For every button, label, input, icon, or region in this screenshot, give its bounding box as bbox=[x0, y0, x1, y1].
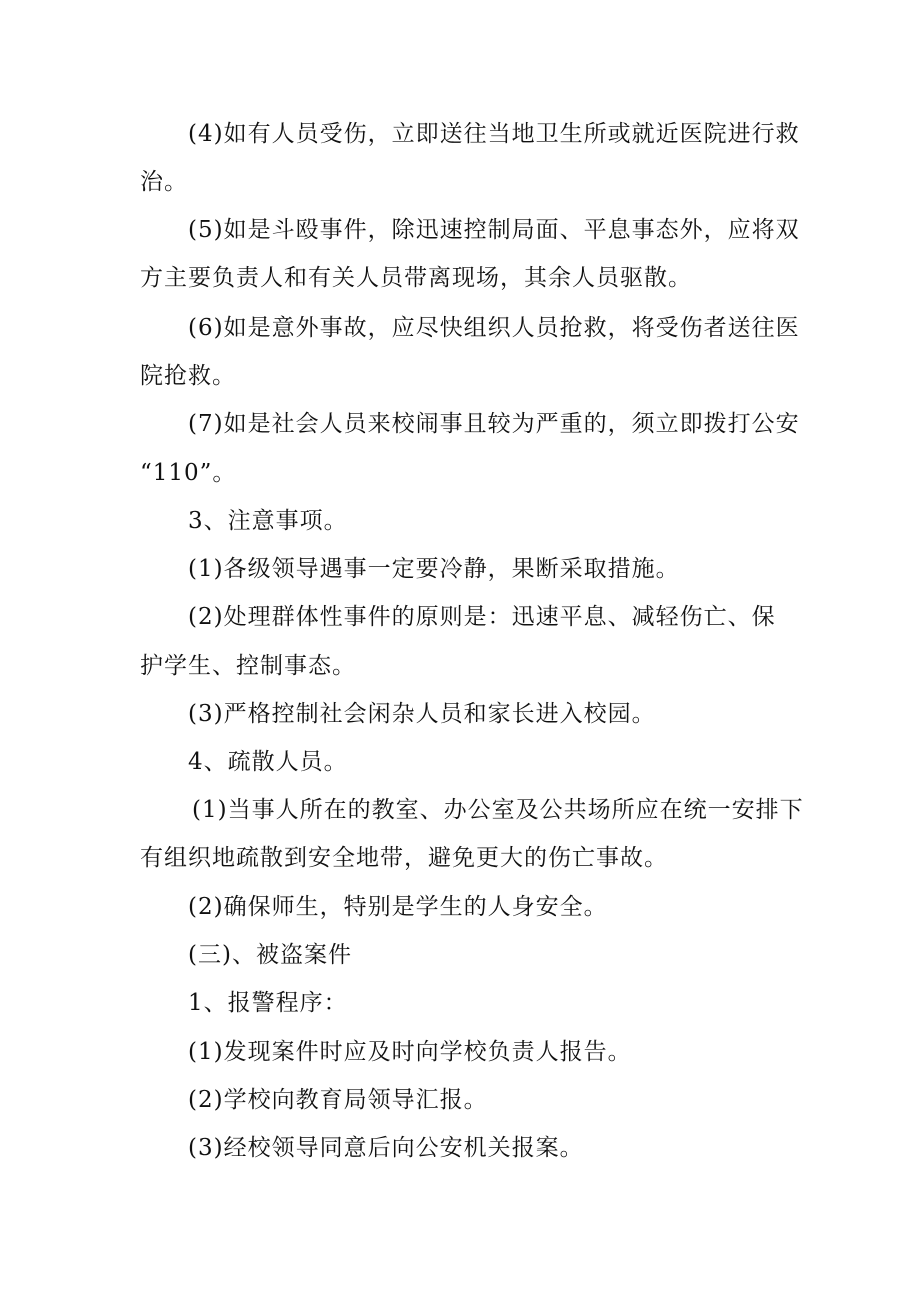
paragraph-line: (5)如是斗殴事件，除迅速控制局面、平息事态外，应将双 bbox=[188, 217, 800, 243]
paragraph-line: (3)严格控制社会闲杂人员和家长进入校园。 bbox=[188, 701, 656, 727]
paragraph-line: (1)当事人所在的教室、办公室及公共场所应在统一安排下 bbox=[192, 797, 804, 823]
paragraph-line: (2)处理群体性事件的原则是：迅速平息、减轻伤亡、保 bbox=[188, 604, 776, 630]
section-heading: 3、注意事项。 bbox=[188, 508, 348, 534]
paragraph-line: (4)如有人员受伤，立即送往当地卫生所或就近医院进行救 bbox=[188, 121, 800, 147]
paragraph-line: (3)经校领导同意后向公安机关报案。 bbox=[188, 1135, 584, 1161]
paragraph-line: (1)各级领导遇事一定要冷静，果断采取措施。 bbox=[188, 556, 680, 582]
section-heading: 4、疏散人员。 bbox=[188, 749, 348, 775]
paragraph-line: (2)确保师生，特别是学生的人身安全。 bbox=[188, 894, 608, 920]
paragraph-line: “110”。 bbox=[140, 460, 237, 486]
paragraph-line: (6)如是意外事故，应尽快组织人员抢救，将受伤者送往医 bbox=[188, 315, 800, 341]
paragraph-line: 治。 bbox=[140, 169, 188, 195]
paragraph-line: (1)发现案件时应及时向学校负责人报告。 bbox=[188, 1039, 632, 1065]
section-heading: (三)、被盗案件 bbox=[188, 942, 352, 968]
paragraph-line: 院抢救。 bbox=[140, 363, 236, 389]
paragraph-line: (2)学校向教育局领导汇报。 bbox=[188, 1087, 488, 1113]
paragraph-line: (7)如是社会人员来校闹事且较为严重的，须立即拨打公安 bbox=[188, 411, 800, 437]
section-heading: 1、报警程序： bbox=[188, 990, 348, 1016]
paragraph-line: 护学生、控制事态。 bbox=[140, 653, 356, 679]
paragraph-line: 方主要负责人和有关人员带离现场，其余人员驱散。 bbox=[140, 265, 692, 291]
paragraph-line: 有组织地疏散到安全地带，避免更大的伤亡事故。 bbox=[140, 845, 668, 871]
